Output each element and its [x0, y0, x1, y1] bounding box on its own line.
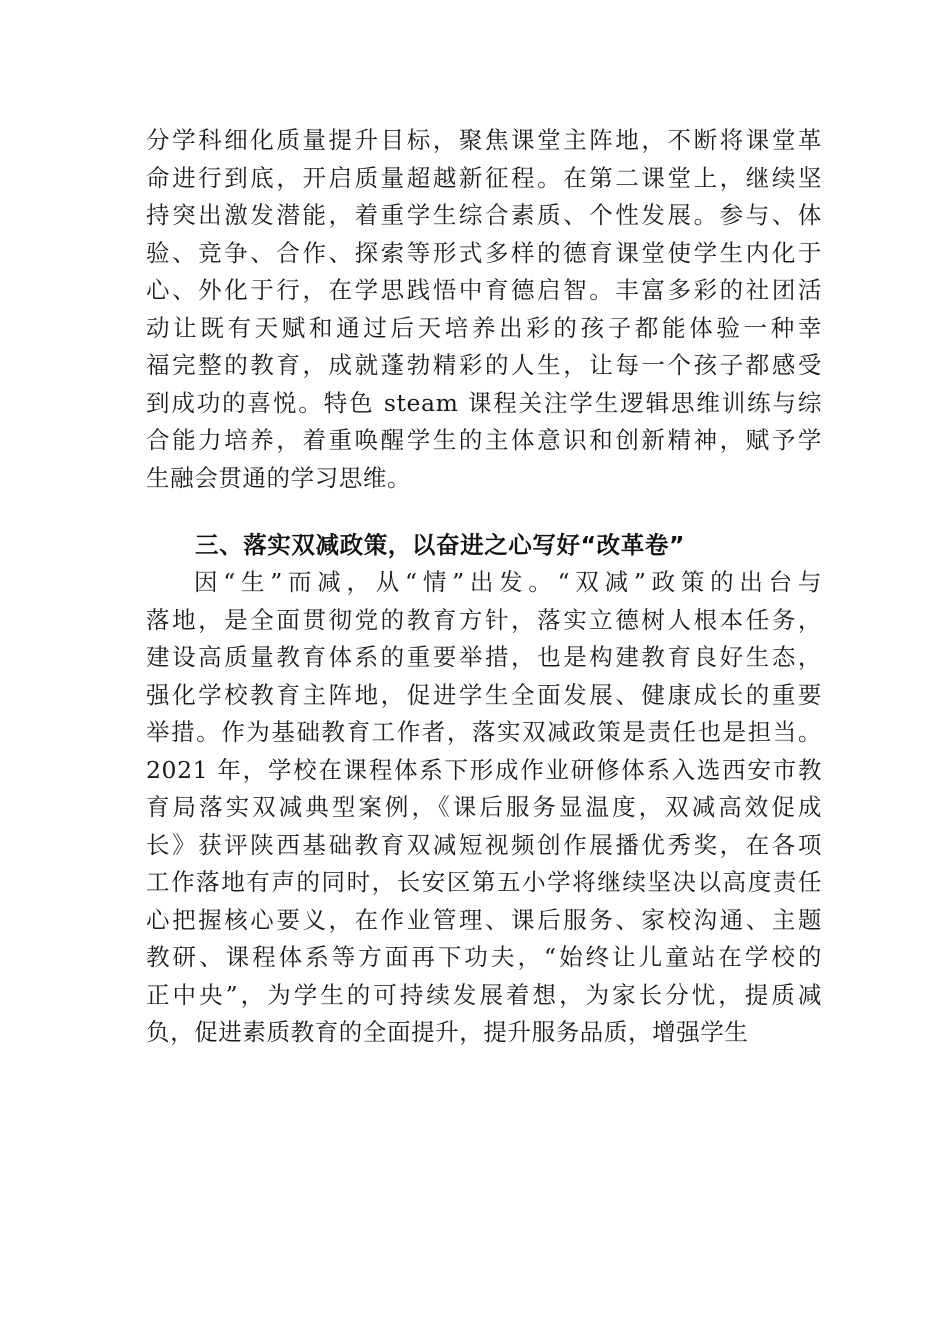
paragraph-line: 到成功的喜悦。特色 steam 课程关注学生逻辑思维训练与综 [146, 388, 822, 417]
paragraph-line: 持突出激发潜能，着重学生综合素质、个性发展。参与、体 [146, 201, 822, 229]
paragraph-line: 因“生”而减，从“情”出发。“双减”政策的出台与 [194, 568, 822, 596]
paragraph-line: 举措。作为基础教育工作者，落实双减政策是责任也是担当。 [146, 718, 822, 746]
paragraph-1 [146, 122, 822, 497]
paragraph-line: 验、竞争、合作、探索等形式多样的德育课堂使学生内化于 [146, 238, 822, 267]
paragraph-line: 福完整的教育，成就蓬勃精彩的人生，让每一个孩子都感受 [146, 351, 822, 379]
paragraph-line: 育局落实双减典型案例，《课后服务显温度，双减高效促成 [146, 793, 822, 821]
paragraph-2 [146, 564, 822, 1052]
paragraph-line: 工作落地有声的同时，长安区第五小学将继续坚决以高度责任 [146, 868, 822, 896]
paragraph-line: 正中央”，为学生的可持续发展着想，为家长分忧，提质减 [146, 980, 822, 1009]
paragraph-line: 落地，是全面贯彻党的教育方针，落实立德树人根本任务， [146, 605, 822, 634]
paragraph-line: 负，促进素质教育的全面提升，提升服务品质，增强学生 [146, 1018, 749, 1046]
paragraph-line: 生融会贯通的学习思维。 [146, 463, 412, 492]
paragraph-line: 心、外化于行，在学思践悟中育德启智。丰富多彩的社团活 [146, 276, 822, 304]
paragraph-line: 命进行到底，开启质量超越新征程。在第二课堂上，继续坚 [146, 163, 822, 192]
paragraph-line: 合能力培养，着重唤醒学生的主体意识和创新精神，赋予学 [146, 426, 822, 454]
paragraph-line: 动让既有天赋和通过后天培养出彩的孩子都能体验一种幸 [146, 313, 822, 342]
paragraph-line: 强化学校教育主阵地，促进学生全面发展、健康成长的重要 [146, 680, 822, 709]
paragraph-line: 长》获评陕西基础教育双减短视频创作展播优秀奖，在各项 [146, 830, 822, 859]
paragraph-line: 2021 年，学校在课程体系下形成作业研修体系入选西安市教 [146, 755, 822, 784]
paragraph-line: 心把握核心要义，在作业管理、课后服务、家校沟通、主题 [146, 905, 822, 934]
section-heading: 三、落实双减政策，以奋进之心写好“改革卷” [195, 531, 685, 559]
paragraph-line: 教研、课程体系等方面再下功夫，“始终让儿童站在学校的 [146, 943, 822, 971]
paragraph-line: 分学科细化质量提升目标，聚焦课堂主阵地，不断将课堂革 [146, 126, 822, 154]
paragraph-line: 建设高质量教育体系的重要举措，也是构建教育良好生态， [146, 643, 822, 671]
